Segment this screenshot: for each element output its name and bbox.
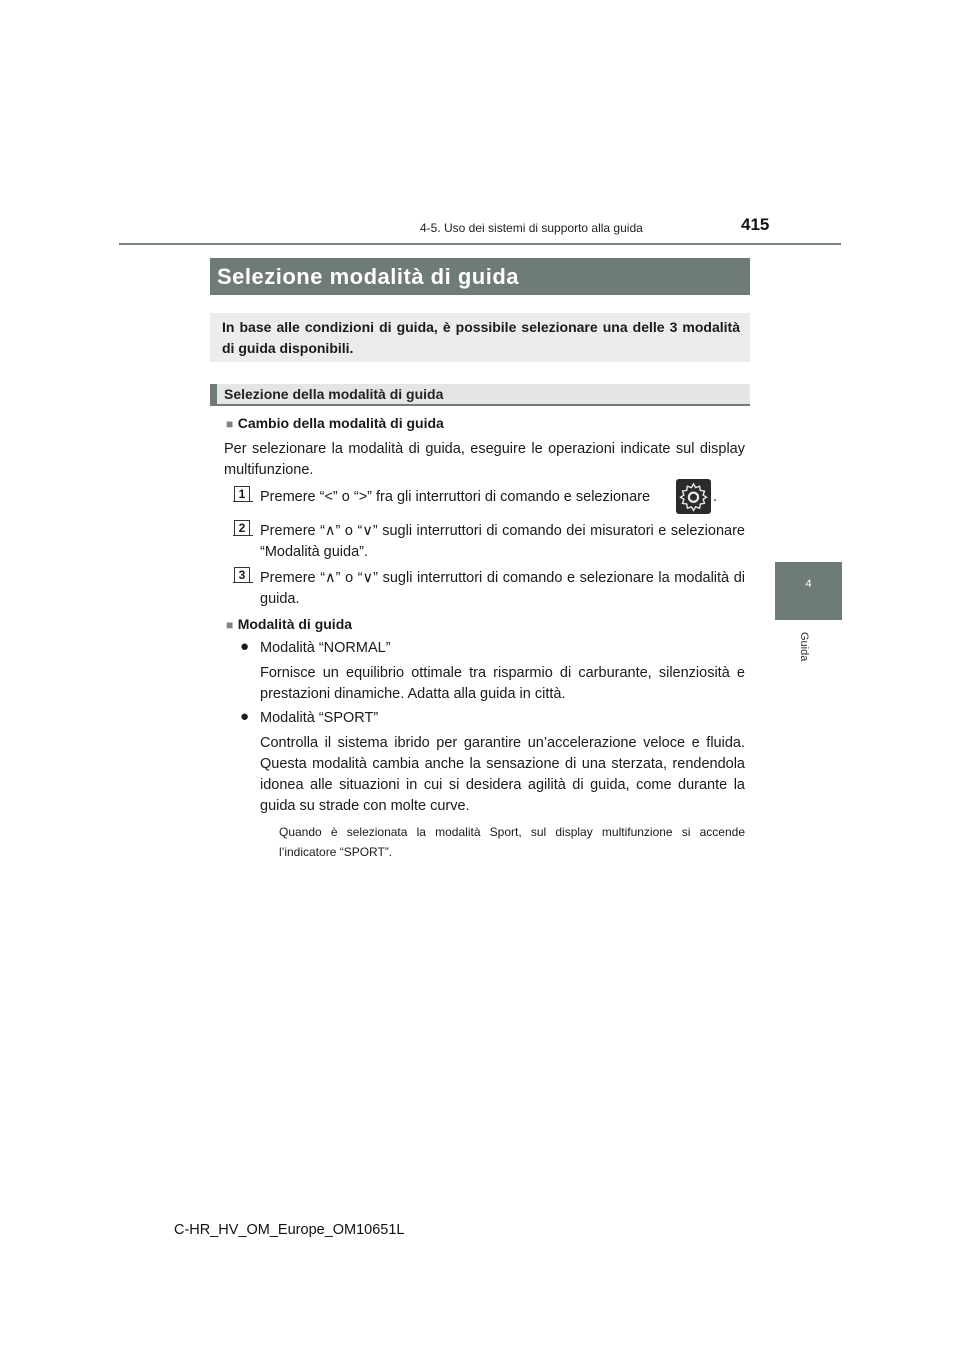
bullet-dot-icon: ● [240, 708, 250, 725]
page-title-bar [210, 258, 750, 295]
square-bullet-icon: ■ [226, 618, 234, 632]
change-mode-body: Per selezionare la modalità di guida, eseguire le operazioni indicate sul display multifunzione. [224, 441, 745, 478]
change-mode-heading: Cambio della modalità di guida [237, 415, 444, 431]
header-section-title: 4-5. Uso dei sistemi di supporto alla guida [420, 221, 643, 235]
step-number-box: 1 [234, 486, 250, 502]
step-1-text [260, 487, 650, 508]
step-underline [233, 582, 253, 583]
intro-box: In base alle condizioni di guida, è possibile selezionare una delle 3 modalità di guida disponibili. [210, 313, 750, 362]
step-3-text: Premere “∧” o “∨” sugli interruttori di comando e selezionare la modalità di guida. [260, 570, 745, 607]
step-underline [233, 535, 253, 536]
drive-modes-heading-row [226, 616, 352, 634]
square-bullet-icon: ■ [226, 417, 234, 431]
page-title: Selezione modalità di guida [217, 263, 519, 289]
step-2-text: Premere “∧” o “∨” sugli interruttori di comando dei misuratori e selezionare “Modalità guida”. [260, 523, 745, 560]
step-1-text-after: . [713, 489, 718, 505]
step-number-box: 2 [234, 520, 250, 536]
step-underline [233, 501, 253, 502]
mode-normal-row [240, 638, 249, 656]
step-1-text-before: Premere “<” o “>” fra gli interruttori di comando e selezionare [260, 489, 651, 505]
bullet-dot-icon: ● [240, 638, 250, 655]
step-number-box: 3 [234, 567, 250, 583]
chapter-number: 4 [805, 578, 812, 590]
mode-normal-name: Modalità “NORMAL” [260, 640, 391, 656]
page-number: 415 [741, 215, 770, 234]
subheading-bar: Selezione della modalità di guida [210, 384, 750, 406]
header-divider [119, 243, 841, 245]
mode-sport-row [240, 708, 249, 726]
change-mode-heading-row [226, 415, 444, 433]
sport-indicator-note: Quando è selezionata la modalità Sport, sul display multifunzione si accende l’indicatore “SPORT”. [279, 825, 745, 859]
document-code-footer: C-HR_HV_OM_Europe_OM10651L [174, 1222, 405, 1238]
mode-normal-description: Fornisce un equilibrio ottimale tra risparmio di carburante, silenziosità e prestazioni dinamiche. Adatta alla guida in città. [260, 665, 745, 702]
chapter-tab [775, 562, 842, 620]
settings-gear-icon [676, 479, 711, 514]
drive-modes-heading: Modalità di guida [237, 616, 353, 632]
mode-sport-name: Modalità “SPORT” [260, 710, 379, 726]
chapter-label: Guida [798, 632, 810, 662]
mode-sport-description: Controlla il sistema ibrido per garantire un’accelerazione veloce e fluida. Questa modalità cambia anche la sensazione di una sterzata, rendendola idonea alle situazioni in cui si desidera agilità di guida, come durante la guida su strade con molte curve. [260, 735, 745, 814]
